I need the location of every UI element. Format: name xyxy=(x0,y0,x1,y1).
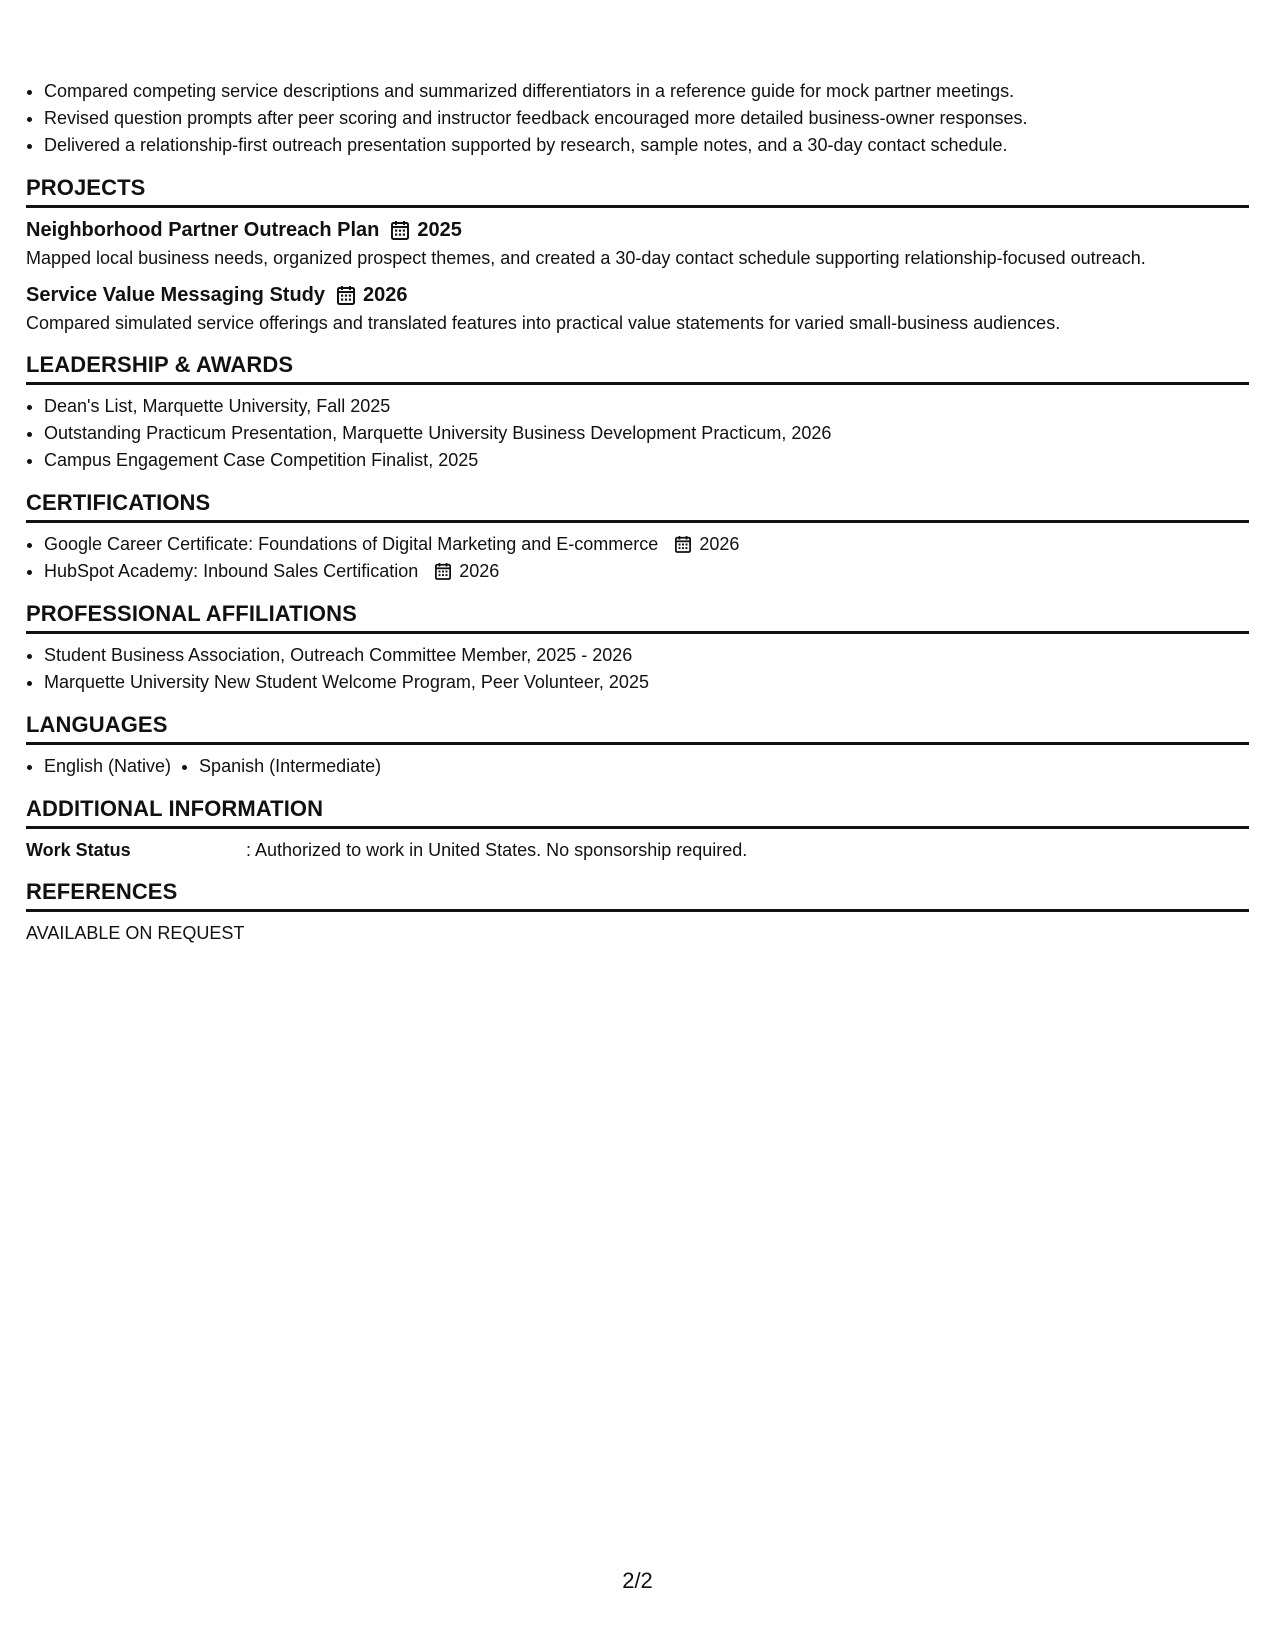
section-title-languages: LANGUAGES xyxy=(26,710,1249,745)
language-item: • Spanish (Intermediate) xyxy=(199,753,381,780)
section-title-certifications: CERTIFICATIONS xyxy=(26,488,1249,523)
references-text: AVAILABLE ON REQUEST xyxy=(26,923,245,943)
leadership-section xyxy=(26,350,1249,474)
certification-year: 2026 xyxy=(459,561,500,581)
calendar-icon xyxy=(391,220,409,240)
project-item xyxy=(26,216,1249,271)
project-description: Compared simulated service offerings and translated features into practical value statements for varied small-business audiences. xyxy=(26,313,1061,333)
project-name: Service Value Messaging Study xyxy=(26,284,326,306)
certification-name: Google Career Certificate: Foundations of Digital Marketing and E-commerce xyxy=(44,534,659,554)
page-number: 2/2 xyxy=(622,1568,653,1593)
work-status-label: Work Status xyxy=(26,840,131,860)
affiliations-section xyxy=(26,599,1249,696)
list-item: • Outstanding Practicum Presentation, Marquette University Business Development Practicum, 2026 xyxy=(44,420,1249,447)
experience-continued-list xyxy=(26,78,1249,159)
work-status-value: : Authorized to work in United States. No sponsorship required. xyxy=(246,840,748,860)
certifications-section xyxy=(26,488,1249,585)
languages-section xyxy=(26,710,1249,780)
section-title-references: REFERENCES xyxy=(26,877,1249,912)
certification-year: 2026 xyxy=(699,534,740,554)
project-description: Mapped local business needs, organized prospect themes, and created a 30-day contact schedule supporting relationship-focused outreach. xyxy=(26,248,1146,268)
list-item xyxy=(44,558,1249,585)
section-title-additional: ADDITIONAL INFORMATION xyxy=(26,794,1249,829)
project-year: 2026 xyxy=(363,284,408,306)
language-item: • English (Native) xyxy=(44,753,171,780)
list-item: • Delivered a relationship-first outreach presentation supported by research, sample notes, and a 30-day contact schedule. xyxy=(44,132,1249,159)
calendar-icon xyxy=(675,535,691,553)
calendar-icon xyxy=(435,562,451,580)
project-name: Neighborhood Partner Outreach Plan xyxy=(26,219,380,241)
list-item: • Compared competing service descriptions and summarized differentiators in a reference guide for mock partner meetings. xyxy=(44,78,1249,105)
section-title-affiliations: PROFESSIONAL AFFILIATIONS xyxy=(26,599,1249,634)
list-item: • Marquette University New Student Welcome Program, Peer Volunteer, 2025 xyxy=(44,669,1249,696)
projects-section xyxy=(26,173,1249,336)
list-item xyxy=(44,531,1249,558)
resume-page xyxy=(26,78,1249,946)
certifications-list xyxy=(26,531,1249,585)
leadership-list xyxy=(26,393,1249,474)
additional-info-section xyxy=(26,794,1249,863)
project-year: 2025 xyxy=(417,219,462,241)
calendar-icon xyxy=(337,285,355,305)
section-title-leadership: LEADERSHIP & AWARDS xyxy=(26,350,1249,385)
languages-list xyxy=(26,753,1249,780)
project-item xyxy=(26,281,1249,336)
list-item: • Campus Engagement Case Competition Finalist, 2025 xyxy=(44,447,1249,474)
list-item: • Dean's List, Marquette University, Fall 2025 xyxy=(44,393,1249,420)
affiliations-list xyxy=(26,642,1249,696)
work-status-row xyxy=(26,837,1249,863)
list-item: • Revised question prompts after peer scoring and instructor feedback encouraged more detailed business-owner responses. xyxy=(44,105,1249,132)
section-title-projects: PROJECTS xyxy=(26,173,1249,208)
references-section xyxy=(26,877,1249,946)
certification-name: HubSpot Academy: Inbound Sales Certification xyxy=(44,561,419,581)
list-item: • Student Business Association, Outreach Committee Member, 2025 - 2026 xyxy=(44,642,1249,669)
